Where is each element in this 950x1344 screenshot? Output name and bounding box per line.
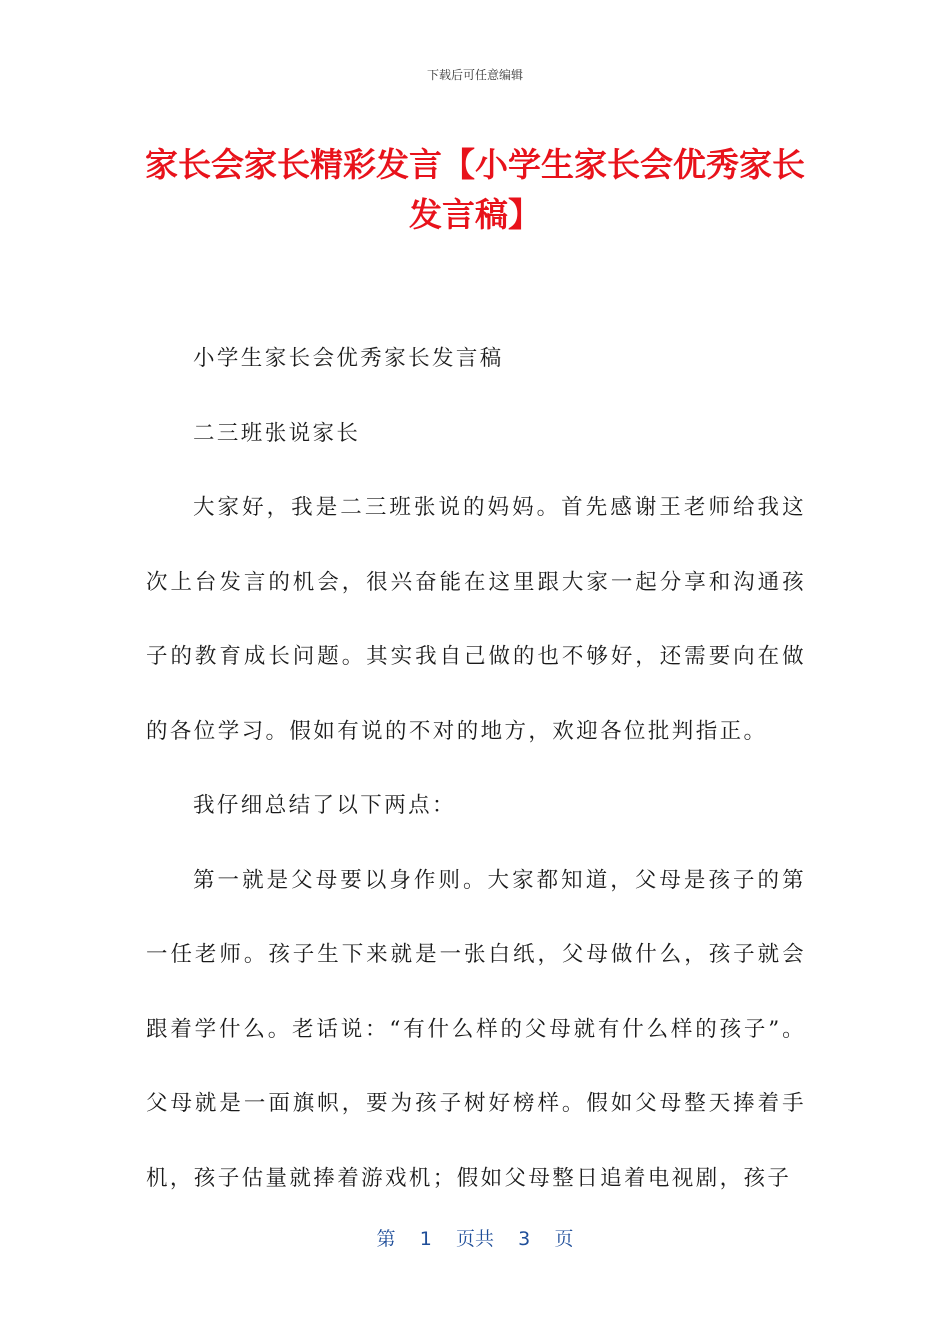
header-note: 下载后可任意编辑 [426, 68, 523, 82]
paragraph: 第一就是父母要以身作则。大家都知道，父母是孩子的第一任老师。孩子生下来就是一张白纸，父母做什么，孩子就会跟着学什么。老话说：“有什么样的父母就有什么样的孩子”。父母就是一面旗帜，要为孩子树好榜样。假如父母整天捧着手机，孩子估量就捧着游戏机；假如父母整日追着电视剧，孩子 [146, 867, 806, 1191]
document-body [146, 322, 806, 1216]
paragraph: 二三班张说家长 [193, 420, 361, 446]
paragraph: 小学生家长会优秀家长发言稿 [193, 346, 504, 371]
paragraph: 大家好，我是二三班张说的妈妈。首先感谢王老师给我这次上台发言的机会，很兴奋能在这里跟大家一起分享和沟通孩子的教育成长问题。其实我自己做的也不够好，还需要向在做的各位学习。假如有说的不对的地方，欢迎各位批判指正。 [146, 495, 806, 744]
page-label-suffix: 页 [554, 1228, 574, 1250]
page-label-prefix: 第 [376, 1228, 396, 1250]
page-label-mid: 页共 [455, 1228, 494, 1250]
current-page-number: 1 [419, 1228, 432, 1250]
paragraph: 我仔细总结了以下两点： [193, 793, 456, 818]
total-pages-number: 3 [518, 1228, 531, 1250]
document-title: 家长会家长精彩发言【小学生家长会优秀家长发言稿】 [145, 145, 805, 234]
page-number-footer [0, 1224, 950, 1251]
